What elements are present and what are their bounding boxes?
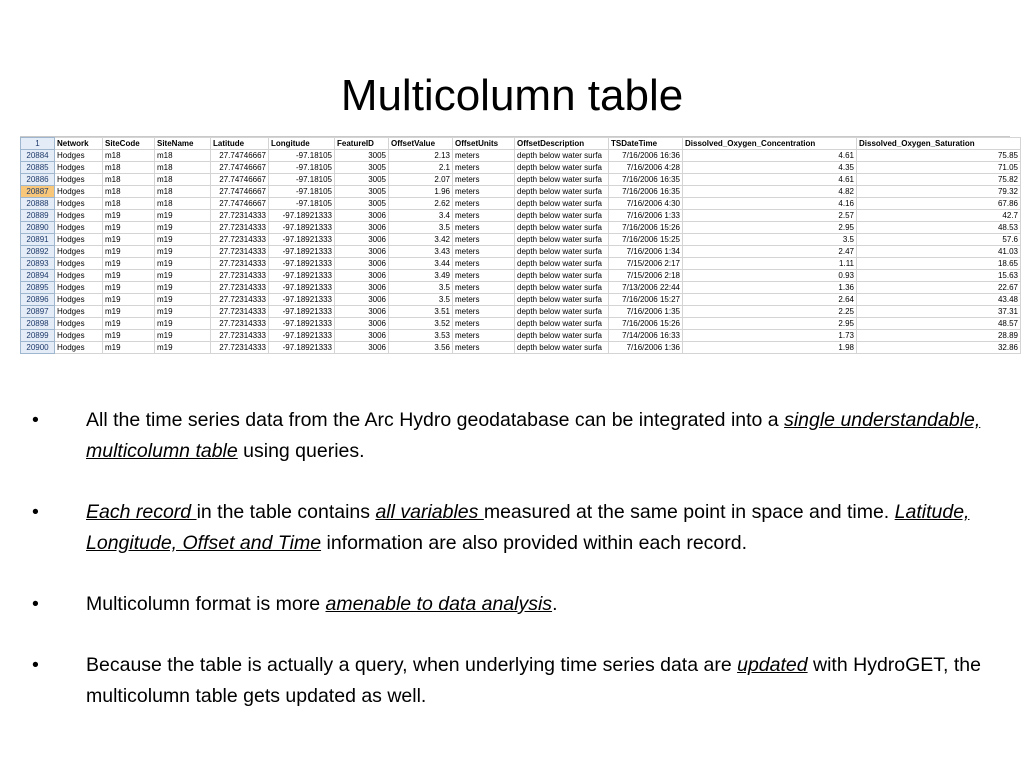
table-cell: 4.82 xyxy=(683,186,857,198)
table-row xyxy=(21,210,1021,222)
table-cell: 7/16/2006 15:26 xyxy=(609,318,683,330)
table-cell: 27.74746667 xyxy=(211,186,269,198)
table-cell: m19 xyxy=(103,282,155,294)
table-cell: meters xyxy=(453,210,515,222)
table-cell: 27.72314333 xyxy=(211,318,269,330)
table-row xyxy=(21,270,1021,282)
table-cell: 1.98 xyxy=(683,342,857,354)
table-cell: -97.18921333 xyxy=(269,282,335,294)
emphasized-phrase: updated xyxy=(737,654,808,676)
row-number: 20896 xyxy=(21,294,55,306)
table-cell: 3.52 xyxy=(389,318,453,330)
row-number: 20890 xyxy=(21,222,55,234)
table-cell: 7/16/2006 16:36 xyxy=(609,150,683,162)
table-cell: 27.72314333 xyxy=(211,258,269,270)
table-cell: 27.74746667 xyxy=(211,174,269,186)
table-cell: 71.05 xyxy=(857,162,1021,174)
table-cell: 2.47 xyxy=(683,246,857,258)
table-cell: m19 xyxy=(155,330,211,342)
table-cell: 3.5 xyxy=(389,222,453,234)
table-cell: Hodges xyxy=(55,306,103,318)
table-cell: m19 xyxy=(103,210,155,222)
table-cell: meters xyxy=(453,318,515,330)
column-header: OffsetValue xyxy=(389,138,453,150)
table-cell: 3006 xyxy=(335,246,389,258)
row-number: 20892 xyxy=(21,246,55,258)
table-cell: -97.18921333 xyxy=(269,210,335,222)
bullet-item xyxy=(30,497,990,559)
row-number: 20893 xyxy=(21,258,55,270)
table-cell: meters xyxy=(453,186,515,198)
table-cell: 1.73 xyxy=(683,330,857,342)
spreadsheet-body xyxy=(21,138,1021,354)
table-cell: m18 xyxy=(103,198,155,210)
table-cell: -97.18105 xyxy=(269,174,335,186)
table-cell: m19 xyxy=(155,342,211,354)
table-row xyxy=(21,282,1021,294)
table-cell: 15.63 xyxy=(857,270,1021,282)
table-cell: -97.18921333 xyxy=(269,342,335,354)
table-cell: 48.57 xyxy=(857,318,1021,330)
table-cell: 2.95 xyxy=(683,222,857,234)
table-cell: meters xyxy=(453,258,515,270)
column-header: SiteName xyxy=(155,138,211,150)
table-cell: 3006 xyxy=(335,282,389,294)
table-cell: 3.5 xyxy=(683,234,857,246)
column-header: Dissolved_Oxygen_Concentration xyxy=(683,138,857,150)
table-cell: depth below water surfa xyxy=(515,174,609,186)
table-cell: Hodges xyxy=(55,198,103,210)
table-cell: m19 xyxy=(103,342,155,354)
row-number: 20894 xyxy=(21,270,55,282)
table-cell: m19 xyxy=(155,222,211,234)
table-cell: 27.74746667 xyxy=(211,150,269,162)
table-cell: depth below water surfa xyxy=(515,150,609,162)
header-row xyxy=(21,138,1021,150)
table-cell: meters xyxy=(453,270,515,282)
table-cell: 3006 xyxy=(335,222,389,234)
table-cell: m19 xyxy=(155,306,211,318)
table-cell: m19 xyxy=(103,234,155,246)
table-cell: -97.18921333 xyxy=(269,270,335,282)
table-cell: Hodges xyxy=(55,174,103,186)
table-cell: m18 xyxy=(103,186,155,198)
table-cell: m19 xyxy=(103,246,155,258)
spreadsheet-table xyxy=(20,137,1021,354)
table-cell: 3.44 xyxy=(389,258,453,270)
table-cell: 7/15/2006 2:18 xyxy=(609,270,683,282)
table-cell: 0.93 xyxy=(683,270,857,282)
table-cell: -97.18921333 xyxy=(269,222,335,234)
table-cell: 3005 xyxy=(335,150,389,162)
table-cell: m19 xyxy=(103,270,155,282)
table-cell: -97.18921333 xyxy=(269,330,335,342)
table-cell: 7/16/2006 4:30 xyxy=(609,198,683,210)
table-cell: 3.5 xyxy=(389,294,453,306)
bullet-item xyxy=(30,650,990,712)
table-cell: 22.67 xyxy=(857,282,1021,294)
table-cell: 27.72314333 xyxy=(211,210,269,222)
table-row xyxy=(21,222,1021,234)
bullet-item xyxy=(30,405,990,467)
slide-title: Multicolumn table xyxy=(340,71,684,120)
table-cell: 7/16/2006 1:36 xyxy=(609,342,683,354)
column-header: OffsetDescription xyxy=(515,138,609,150)
emphasized-phrase: single understandable, multicolumn table xyxy=(86,409,981,462)
table-cell: -97.18921333 xyxy=(269,306,335,318)
table-cell: meters xyxy=(453,222,515,234)
table-cell: 48.53 xyxy=(857,222,1021,234)
bullet-text: All the time series data from the Arc Hydro geodatabase can be integrated into a xyxy=(86,409,785,431)
table-cell: -97.18921333 xyxy=(269,258,335,270)
table-cell: -97.18105 xyxy=(269,198,335,210)
table-cell: 37.31 xyxy=(857,306,1021,318)
table-cell: m18 xyxy=(103,162,155,174)
table-cell: 3006 xyxy=(335,306,389,318)
table-cell: 75.82 xyxy=(857,174,1021,186)
table-cell: 2.25 xyxy=(683,306,857,318)
table-cell: Hodges xyxy=(55,162,103,174)
table-cell: 2.64 xyxy=(683,294,857,306)
table-cell: 1.96 xyxy=(389,186,453,198)
column-header: Dissolved_Oxygen_Saturation xyxy=(857,138,1021,150)
table-cell: 4.35 xyxy=(683,162,857,174)
table-cell: meters xyxy=(453,174,515,186)
table-cell: Hodges xyxy=(55,282,103,294)
table-cell: meters xyxy=(453,294,515,306)
table-cell: 27.74746667 xyxy=(211,162,269,174)
table-cell: 27.72314333 xyxy=(211,294,269,306)
table-cell: Hodges xyxy=(55,342,103,354)
table-cell: depth below water surfa xyxy=(515,258,609,270)
table-cell: 3006 xyxy=(335,234,389,246)
table-cell: depth below water surfa xyxy=(515,246,609,258)
table-cell: m19 xyxy=(103,294,155,306)
table-cell: m19 xyxy=(103,330,155,342)
table-cell: depth below water surfa xyxy=(515,198,609,210)
table-cell: Hodges xyxy=(55,186,103,198)
table-cell: 2.07 xyxy=(389,174,453,186)
table-cell: depth below water surfa xyxy=(515,222,609,234)
table-cell: 3.49 xyxy=(389,270,453,282)
table-cell: depth below water surfa xyxy=(515,234,609,246)
table-cell: depth below water surfa xyxy=(515,294,609,306)
table-cell: 3005 xyxy=(335,174,389,186)
table-cell: 27.72314333 xyxy=(211,330,269,342)
table-cell: 1.11 xyxy=(683,258,857,270)
table-cell: 27.72314333 xyxy=(211,222,269,234)
bullet-text: . xyxy=(552,593,558,615)
table-cell: depth below water surfa xyxy=(515,210,609,222)
table-cell: 7/16/2006 15:27 xyxy=(609,294,683,306)
table-row xyxy=(21,198,1021,210)
row-number: 20895 xyxy=(21,282,55,294)
table-cell: 7/16/2006 1:33 xyxy=(609,210,683,222)
table-cell: depth below water surfa xyxy=(515,162,609,174)
table-cell: 4.61 xyxy=(683,150,857,162)
table-cell: m19 xyxy=(155,234,211,246)
row-number: 20889 xyxy=(21,210,55,222)
table-cell: 57.6 xyxy=(857,234,1021,246)
table-cell: 3.51 xyxy=(389,306,453,318)
bullet-text: Because the table is actually a query, when underlying time series data are xyxy=(86,654,738,676)
table-cell: 2.1 xyxy=(389,162,453,174)
bullet-dot-icon: • xyxy=(32,654,39,676)
table-cell: 3.43 xyxy=(389,246,453,258)
table-row xyxy=(21,342,1021,354)
table-cell: m19 xyxy=(155,294,211,306)
table-cell: Hodges xyxy=(55,318,103,330)
table-cell: 79.32 xyxy=(857,186,1021,198)
table-cell: 2.95 xyxy=(683,318,857,330)
spreadsheet-screenshot xyxy=(20,136,1018,359)
table-cell: 7/16/2006 1:34 xyxy=(609,246,683,258)
table-row xyxy=(21,258,1021,270)
row-number: 20888 xyxy=(21,198,55,210)
table-cell: m18 xyxy=(103,174,155,186)
table-cell: -97.18921333 xyxy=(269,234,335,246)
table-cell: 7/16/2006 16:35 xyxy=(609,174,683,186)
row-number: 20886 xyxy=(21,174,55,186)
table-cell: meters xyxy=(453,150,515,162)
table-cell: m19 xyxy=(155,210,211,222)
table-cell: depth below water surfa xyxy=(515,282,609,294)
row-number: 20900 xyxy=(21,342,55,354)
bullet-dot-icon: • xyxy=(32,593,39,615)
row-number: 20884 xyxy=(21,150,55,162)
table-cell: meters xyxy=(453,234,515,246)
bullet-dot-icon: • xyxy=(32,409,39,431)
row-number: 1 xyxy=(21,138,55,150)
table-cell: meters xyxy=(453,246,515,258)
table-cell: 3.4 xyxy=(389,210,453,222)
table-row xyxy=(21,150,1021,162)
table-cell: m18 xyxy=(155,186,211,198)
table-cell: 7/16/2006 4:28 xyxy=(609,162,683,174)
table-cell: 3.5 xyxy=(389,282,453,294)
table-cell: 3006 xyxy=(335,270,389,282)
table-cell: 27.72314333 xyxy=(211,306,269,318)
table-cell: meters xyxy=(453,330,515,342)
table-cell: 3.42 xyxy=(389,234,453,246)
table-cell: 27.72314333 xyxy=(211,342,269,354)
table-cell: Hodges xyxy=(55,150,103,162)
table-cell: 18.65 xyxy=(857,258,1021,270)
table-cell: meters xyxy=(453,306,515,318)
table-cell: 43.48 xyxy=(857,294,1021,306)
emphasized-phrase: all variables xyxy=(375,501,484,523)
table-cell: m19 xyxy=(103,258,155,270)
table-cell: 7/16/2006 16:35 xyxy=(609,186,683,198)
emphasized-phrase: amenable to data analysis xyxy=(325,593,553,615)
table-cell: meters xyxy=(453,162,515,174)
table-cell: 2.13 xyxy=(389,150,453,162)
table-cell: Hodges xyxy=(55,330,103,342)
bullet-dot-icon: • xyxy=(32,501,39,523)
table-cell: Hodges xyxy=(55,210,103,222)
emphasized-phrase: Each record xyxy=(86,501,197,523)
table-cell: 4.61 xyxy=(683,174,857,186)
table-cell: -97.18105 xyxy=(269,186,335,198)
bullet-text: with HydroGET, the multicolumn table gets updated as well. xyxy=(86,654,981,707)
table-row xyxy=(21,234,1021,246)
column-header: SiteCode xyxy=(103,138,155,150)
column-header: OffsetUnits xyxy=(453,138,515,150)
table-cell: Hodges xyxy=(55,294,103,306)
table-cell: 41.03 xyxy=(857,246,1021,258)
table-cell: depth below water surfa xyxy=(515,270,609,282)
table-cell: Hodges xyxy=(55,270,103,282)
table-row xyxy=(21,174,1021,186)
row-number: 20887 xyxy=(21,186,55,198)
table-cell: 3006 xyxy=(335,294,389,306)
table-cell: 3005 xyxy=(335,162,389,174)
table-cell: 3006 xyxy=(335,318,389,330)
table-cell: m19 xyxy=(103,306,155,318)
table-cell: Hodges xyxy=(55,234,103,246)
table-cell: 7/16/2006 1:35 xyxy=(609,306,683,318)
table-row xyxy=(21,294,1021,306)
table-cell: m18 xyxy=(103,150,155,162)
table-cell: m18 xyxy=(155,174,211,186)
table-cell: 3.53 xyxy=(389,330,453,342)
column-header: FeatureID xyxy=(335,138,389,150)
table-cell: 3006 xyxy=(335,342,389,354)
table-cell: 7/15/2006 2:17 xyxy=(609,258,683,270)
bullet-text: information are also provided within each record. xyxy=(321,532,748,554)
table-cell: meters xyxy=(453,282,515,294)
table-cell: depth below water surfa xyxy=(515,318,609,330)
table-cell: 4.16 xyxy=(683,198,857,210)
table-cell: -97.18921333 xyxy=(269,318,335,330)
table-cell: -97.18105 xyxy=(269,150,335,162)
bullet-list xyxy=(30,405,990,742)
emphasized-phrase: Latitude, Longitude, Offset and Time xyxy=(86,501,970,554)
table-cell: 2.62 xyxy=(389,198,453,210)
table-cell: Hodges xyxy=(55,222,103,234)
table-cell: 3.56 xyxy=(389,342,453,354)
table-cell: 1.36 xyxy=(683,282,857,294)
table-cell: 27.72314333 xyxy=(211,246,269,258)
table-cell: 7/13/2006 22:44 xyxy=(609,282,683,294)
table-cell: m19 xyxy=(155,282,211,294)
table-cell: 75.85 xyxy=(857,150,1021,162)
table-cell: depth below water surfa xyxy=(515,186,609,198)
bullet-item xyxy=(30,589,990,620)
table-cell: 27.72314333 xyxy=(211,234,269,246)
table-cell: 7/16/2006 15:25 xyxy=(609,234,683,246)
table-cell: 3005 xyxy=(335,186,389,198)
table-cell: -97.18105 xyxy=(269,162,335,174)
table-cell: 27.72314333 xyxy=(211,270,269,282)
column-header: Longitude xyxy=(269,138,335,150)
bullet-text: Multicolumn format is more xyxy=(86,593,326,615)
column-header: TSDateTime xyxy=(609,138,683,150)
table-cell: m18 xyxy=(155,150,211,162)
bullet-text: using queries. xyxy=(237,440,365,462)
table-cell: m18 xyxy=(155,198,211,210)
table-cell: m19 xyxy=(155,258,211,270)
table-row xyxy=(21,306,1021,318)
table-cell: 67.86 xyxy=(857,198,1021,210)
column-header: Network xyxy=(55,138,103,150)
table-cell: 3005 xyxy=(335,198,389,210)
table-cell: 28.89 xyxy=(857,330,1021,342)
table-cell: 27.72314333 xyxy=(211,282,269,294)
table-cell: depth below water surfa xyxy=(515,342,609,354)
table-cell: m19 xyxy=(155,318,211,330)
table-row xyxy=(21,246,1021,258)
table-cell: 3006 xyxy=(335,258,389,270)
table-cell: meters xyxy=(453,342,515,354)
table-cell: 3006 xyxy=(335,210,389,222)
row-number: 20898 xyxy=(21,318,55,330)
column-header: Latitude xyxy=(211,138,269,150)
table-cell: m18 xyxy=(155,162,211,174)
table-cell: Hodges xyxy=(55,246,103,258)
table-cell: m19 xyxy=(103,222,155,234)
table-cell: -97.18921333 xyxy=(269,294,335,306)
table-cell: meters xyxy=(453,198,515,210)
table-row xyxy=(21,186,1021,198)
row-number: 20897 xyxy=(21,306,55,318)
table-cell: depth below water surfa xyxy=(515,330,609,342)
bullet-text: measured at the same point in space and time. xyxy=(483,501,895,523)
table-cell: 7/16/2006 15:26 xyxy=(609,222,683,234)
bullet-text: in the table contains xyxy=(196,501,376,523)
row-number: 20891 xyxy=(21,234,55,246)
table-cell: 32.86 xyxy=(857,342,1021,354)
table-row xyxy=(21,330,1021,342)
table-cell: 27.74746667 xyxy=(211,198,269,210)
table-row xyxy=(21,318,1021,330)
row-number: 20899 xyxy=(21,330,55,342)
table-cell: 2.57 xyxy=(683,210,857,222)
table-cell: 42.7 xyxy=(857,210,1021,222)
table-cell: m19 xyxy=(155,270,211,282)
table-row xyxy=(21,162,1021,174)
table-cell: m19 xyxy=(103,318,155,330)
table-cell: 7/14/2006 16:33 xyxy=(609,330,683,342)
table-cell: depth below water surfa xyxy=(515,306,609,318)
table-cell: Hodges xyxy=(55,258,103,270)
table-cell: 3006 xyxy=(335,330,389,342)
table-cell: m19 xyxy=(155,246,211,258)
table-cell: -97.18921333 xyxy=(269,246,335,258)
row-number: 20885 xyxy=(21,162,55,174)
